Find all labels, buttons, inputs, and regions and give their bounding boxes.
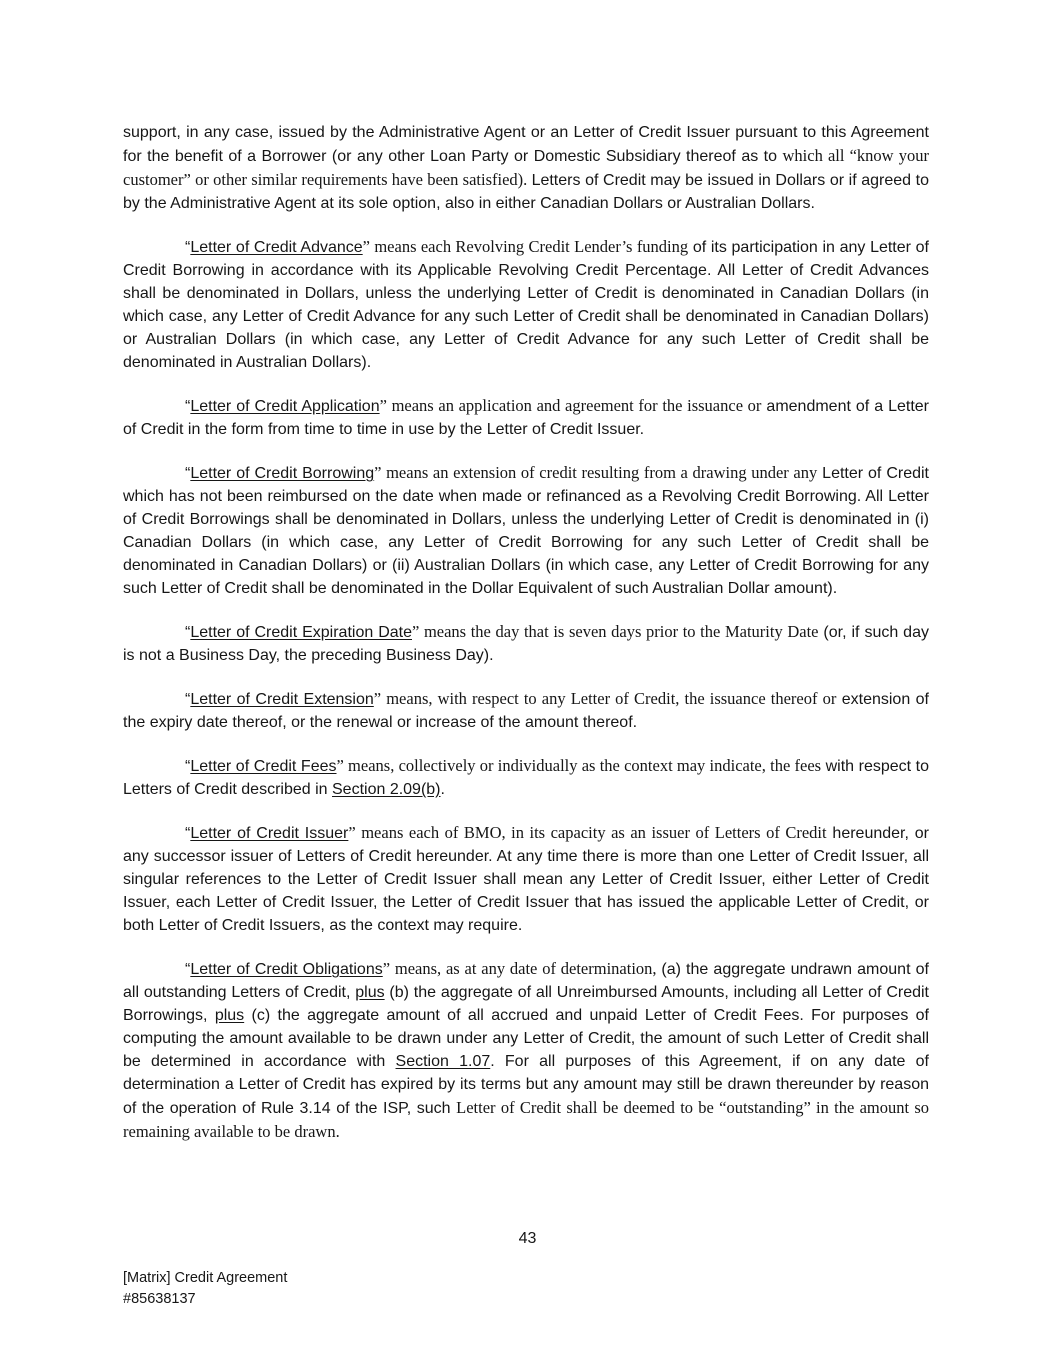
paragraph-text: “ [185,961,191,978]
paragraph-text: ” means, with respect to any Letter of Credit, the issuance thereof or [373,689,837,708]
paragraph-text: “ [185,239,191,256]
paragraph-text: extension of the expiry date thereof, or the renewal or increase of the amount thereof. [123,691,929,731]
paragraph-text: ” means each of BMO, in its capacity as an issuer of Letters of Credit [348,823,827,842]
defined-term: Letter of Credit Obligations [190,961,383,978]
paragraph-text: of its participation in any Letter of Credit Borrowing in accordance with its Applicable Revolving Credit Percentage. All Letter of Credit Advances shall be denominated in Dollars, unless the underlying Letter of Credit is denominated in Canadian Dollars (in which case, any Letter of Credit Advance for any such Letter of Credit shall be denominated in Canadian Dollars) or Australian Dollars (in which case, any Letter of Credit Advance for any such Letter of Credit shall be denominated in Australian Dollars). [123,239,929,371]
paragraph-text: ” means, as at any date of determination, [382,959,662,978]
paragraph-text: support, in any case, issued by the Administrative Agent or an Letter of Credit Issuer pursuant to this Agreement for the benefit of a Borrower (or any other Loan Party or Domestic Subsidiary thereof as to [123,124,929,165]
paragraph-letter-of-credit-obligations [123,957,929,1144]
paragraph-text: which all “know your customer” or other similar requirements have been satisfied). [123,146,929,189]
paragraph-text: ” means an extension of credit resulting from a drawing under any [374,463,818,482]
paragraph-letter-of-credit-fees [123,754,929,801]
section-reference: Section 1.07 [395,1053,491,1070]
defined-term: Letter of Credit Application [190,398,380,415]
page-number: 43 [518,1230,537,1247]
section-reference: Section 2.09(b) [332,781,441,798]
document-footer [123,1268,287,1310]
paragraph-letter-of-credit-advance [123,235,929,374]
defined-term: Letter of Credit Advance [190,239,363,256]
paragraph-letter-of-credit-issuer [123,821,929,937]
defined-term: Letter of Credit Fees [190,758,337,775]
defined-term: Letter of Credit Extension [190,691,374,708]
paragraph-letter-of-credit-expiration-date [123,620,929,667]
underlined-word: plus [214,1007,245,1024]
paragraph-text: ” means the day that is seven days prior to the Maturity Date [412,622,819,641]
document-body [123,121,929,1164]
paragraph-text: “ [185,825,191,842]
paragraph-text: ” means each Revolving Credit Lender’s funding [362,237,689,256]
defined-term: Letter of Credit Borrowing [190,465,375,482]
paragraph-text: (c) the aggregate amount of all accrued and unpaid Letter of Credit Fees. For purposes of computing the amount available to be drawn under any Letter of Credit, the amount of such Letter of Credit shall be determined in accordance with [123,1007,929,1070]
paragraph-text: “ [185,624,191,641]
footer-document-title: [Matrix] Credit Agreement [123,1270,288,1286]
paragraph-text: Letters of Credit may be issued in Dollars or if agreed to by the Administrative Agent at its sole option, also in either Canadian Dollars or Australian Dollars. [123,172,930,212]
paragraph-text: with respect to Letters of Credit described in [123,758,930,798]
paragraph-text: (a) the aggregate undrawn amount of all outstanding Letters of Credit, [123,961,929,1001]
paragraph-text: . For all purposes of this Agreement, if on any date of determination a Letter of Credit has expired by its terms but any amount may still be drawn thereunder by reason of the operation of Rule 3.14 of the ISP, such [123,1053,929,1117]
paragraph-text: Letter of Credit shall be deemed to be “outstanding” in the amount so remaining available to be drawn. [123,1098,930,1141]
paragraph-text: (or, if such day is not a Business Day, the preceding Business Day). [123,624,929,664]
paragraph-letters-of-credit-continuation [123,121,929,215]
paragraph-text: “ [185,758,191,775]
paragraph-text: amendment of a Letter of Credit in the form from time to time in use by the Letter of Credit Issuer. [123,398,929,438]
paragraph-text: (b) the aggregate of all Unreimbursed Amounts, including all Letter of Credit Borrowings, [123,984,929,1024]
paragraph-letter-of-credit-application [123,394,929,441]
paragraph-text: ” means an application and agreement for the issuance or [379,396,762,415]
paragraph-text: “ [185,398,191,415]
paragraph-text: hereunder, or any successor issuer of Letters of Credit hereunder. At any time there is more than one Letter of Credit Issuer, all singular references to the Letter of Credit Issuer shall mean any Letter of Credit Issuer, either Letter of Credit Issuer, each Letter of Credit Issuer, the Letter of Credit Issuer that has issued the applicable Letter of Credit, or both Letter of Credit Issuers, as the context may require. [123,825,930,934]
paragraph-text: Letter of Credit which has not been reimbursed on the date when made or refinanced as a Revolving Credit Borrowing. All Letter of Credit Borrowings shall be denominated in Dollars, unless the underlying Letter of Credit is denominated in (i) Canadian Dollars (in which case, any Letter of Credit Borrowing for any such Letter of Credit shall be denominated in Canadian Dollars) or (ii) Australian Dollars (in which case, any Letter of Credit Borrowing for any such Letter of Credit shall be denominated in the Dollar Equivalent of such Australian Dollar amount). [123,465,929,597]
paragraph-letter-of-credit-borrowing [123,461,929,600]
defined-term: Letter of Credit Expiration Date [190,624,412,641]
paragraph-text: “ [185,465,191,482]
paragraph-letter-of-credit-extension [123,687,929,734]
paragraph-text: ” means, collectively or individually as the context may indicate, the fees [336,756,822,775]
footer-document-id: #85638137 [123,1291,196,1307]
paragraph-text: . [440,781,445,798]
paragraph-text: “ [185,691,191,708]
defined-term: Letter of Credit Issuer [190,825,349,842]
underlined-word: plus [355,984,385,1001]
